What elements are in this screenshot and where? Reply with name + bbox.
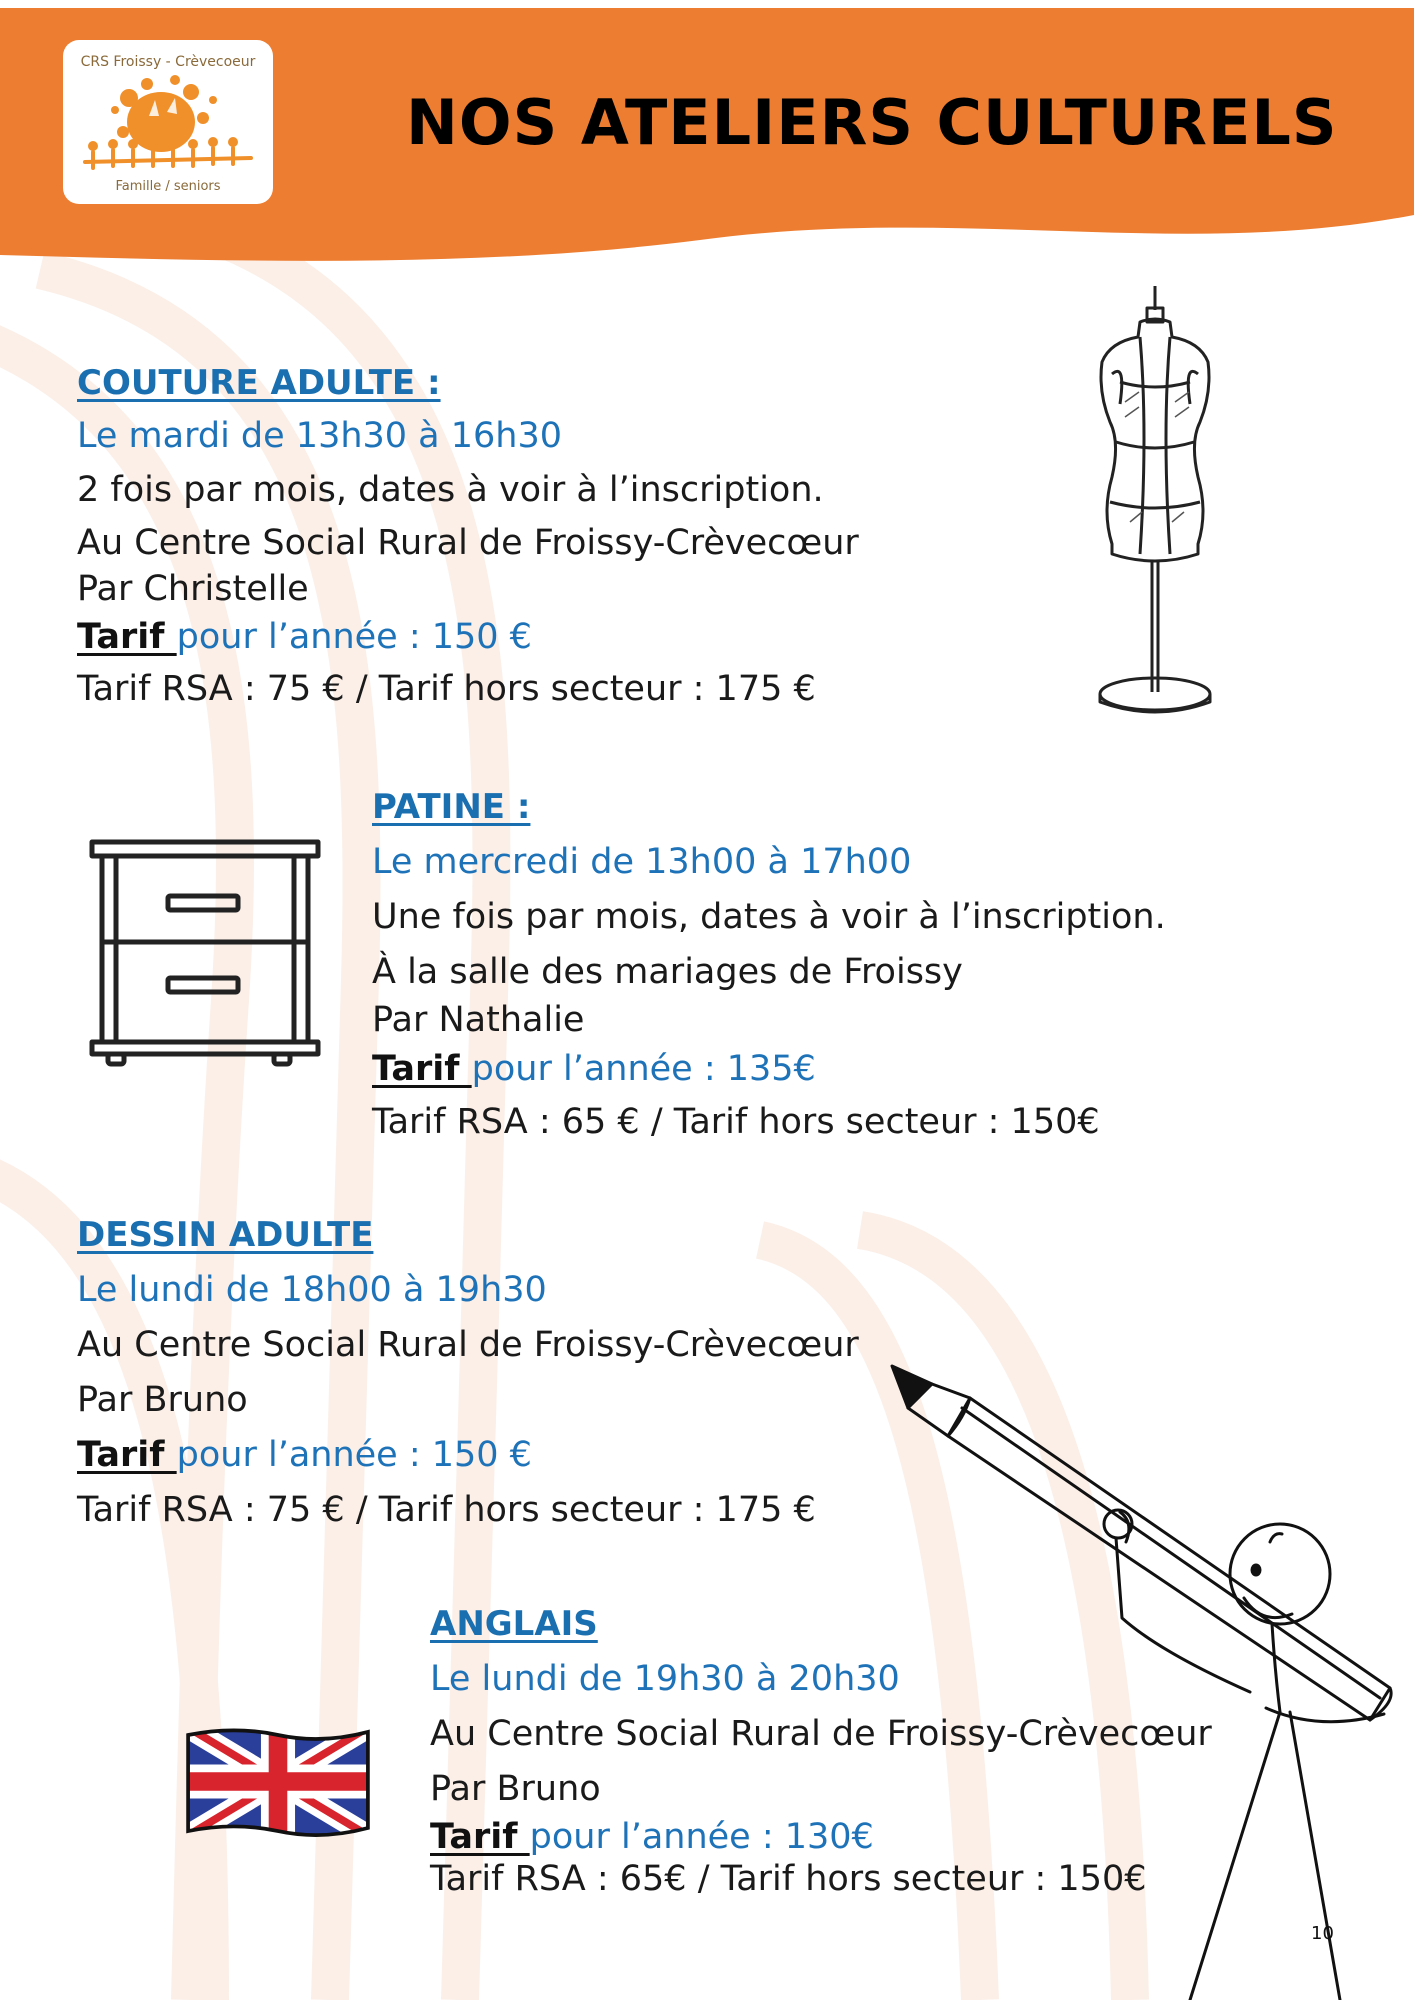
tarif-extra: Tarif RSA : 75 € / Tarif hors secteur : 175 € — [77, 669, 816, 709]
page-number: 10 — [1311, 1923, 1334, 1944]
section-detail: Par Bruno — [430, 1769, 601, 1809]
section-detail: Par Bruno — [77, 1380, 248, 1420]
tarif-extra: Tarif RSA : 75 € / Tarif hors secteur : 175 € — [77, 1490, 816, 1530]
section-detail: Au Centre Social Rural de Froissy-Crèvecœur — [430, 1714, 1212, 1754]
logo-top-text: CRS Froissy - Crèvecoeur — [80, 54, 256, 70]
section-title: ANGLAIS — [430, 1604, 598, 1644]
tarif-price: pour l’année : 135€ — [471, 1049, 816, 1089]
section-dessin — [77, 1215, 977, 1530]
uk-flag-icon — [185, 1724, 371, 1839]
crs-logo — [63, 40, 273, 204]
tarif-label: Tarif — [77, 1435, 177, 1475]
tarif-label: Tarif — [430, 1817, 530, 1857]
section-schedule: Le mardi de 13h30 à 16h30 — [77, 416, 563, 456]
tarif-label: Tarif — [77, 617, 177, 657]
dress-form-icon — [1090, 282, 1230, 722]
section-detail: Au Centre Social Rural de Froissy-Crèvecœur — [77, 1325, 859, 1365]
section-detail: Par Christelle — [77, 569, 309, 609]
tarif-extra: Tarif RSA : 65€ / Tarif hors secteur : 150€ — [430, 1859, 1147, 1899]
section-detail: 2 fois par mois, dates à voir à l’inscription. — [77, 470, 824, 510]
section-schedule: Le mercredi de 13h00 à 17h00 — [372, 842, 912, 882]
tarif-price: pour l’année : 130€ — [529, 1817, 874, 1857]
section-title: DESSIN ADULTE — [77, 1215, 374, 1255]
section-schedule: Le lundi de 19h30 à 20h30 — [430, 1659, 900, 1699]
tarif-label: Tarif — [372, 1049, 472, 1089]
logo-bottom-text: Famille / seniors — [115, 179, 221, 194]
section-couture — [77, 363, 977, 716]
tarif-extra: Tarif RSA : 65 € / Tarif hors secteur : 150€ — [372, 1102, 1100, 1142]
section-patine — [372, 787, 1272, 1142]
page-title: NOS ATELIERS CULTURELS — [406, 86, 1338, 159]
section-detail: À la salle des mariages de Froissy — [372, 952, 963, 992]
section-detail: Au Centre Social Rural de Froissy-Crèvecœur — [77, 523, 859, 563]
drawer-cabinet-icon — [88, 838, 322, 1068]
section-detail: Une fois par mois, dates à voir à l’inscription. — [372, 897, 1166, 937]
tarif-price: pour l’année : 150 € — [176, 1435, 532, 1475]
section-title: COUTURE ADULTE : — [77, 363, 441, 403]
section-title: PATINE : — [372, 787, 531, 827]
stick-figure-pencil-icon — [890, 1352, 1410, 2000]
tarif-price: pour l’année : 150 € — [176, 617, 532, 657]
section-detail: Par Nathalie — [372, 1000, 585, 1040]
section-schedule: Le lundi de 18h00 à 19h30 — [77, 1270, 547, 1310]
